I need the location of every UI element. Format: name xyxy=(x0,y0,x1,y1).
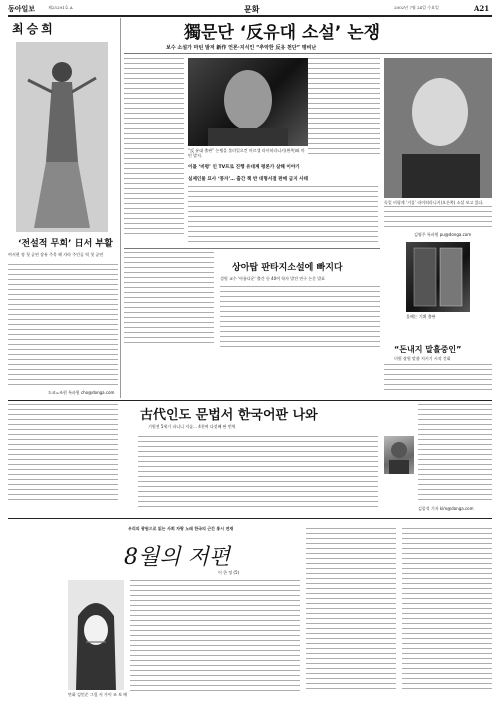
serial-author: 이 한 정 (5) xyxy=(218,570,240,575)
subhead-b: 실제인물 묘사 ‘풍자’… 출간 책 반 대형서점 판매 금지 사태 xyxy=(188,177,309,182)
bottom-feature xyxy=(8,522,492,702)
lower-headline: 古代인도 문법서 한국어판 나와 xyxy=(140,408,318,423)
lower-subhead: 기원전 5세기 파니니 저술… 4천여 다섯째 판 번역 xyxy=(148,424,236,429)
left-body-text xyxy=(8,264,118,389)
book-cover-photo xyxy=(406,242,470,312)
portrait-icon xyxy=(384,58,492,198)
portrait-icon xyxy=(188,58,308,146)
lower-body-left xyxy=(8,404,118,504)
top-byline: 김영주 특파원 pu@donga.com xyxy=(414,232,472,237)
photo2-caption: 독일 비평계 ‘거물’ 라이히라니키(오른쪽) 소설 보고 있다. xyxy=(384,200,484,205)
lower-rule xyxy=(8,400,492,401)
left-byline: 도쿄=조현 특파원 cho@donga.com xyxy=(48,390,115,395)
left-headline: ‘전설적 무희’ 日서 부활 xyxy=(18,239,113,249)
scholar-photo xyxy=(384,436,414,474)
photo1-caption: “反 유대 출판” 논쟁을 불러일으킨 마르셀 라이히라니키(왼쪽)와 마틴 발저. xyxy=(188,148,305,158)
header-rule xyxy=(8,15,492,17)
mid-body-left xyxy=(124,252,214,347)
left-feature xyxy=(8,18,118,398)
top-body-text-col2 xyxy=(188,186,378,244)
middle-headline: 상아탑 판타지소설에 빠지다 xyxy=(232,263,343,273)
top-body-text-col3 xyxy=(308,58,380,158)
illustration-caption: 만화 김민준 그림 서 가이 조 보 배 xyxy=(68,692,128,697)
dancer-photo xyxy=(16,42,108,232)
right-photo-caption: 올해는 기획 출판 xyxy=(406,314,436,319)
middle-story xyxy=(124,252,380,352)
top-body-text-col1 xyxy=(124,58,184,238)
portrait-icon xyxy=(384,436,414,474)
masthead: 동아일보 xyxy=(8,4,36,13)
serial-body-col3 xyxy=(402,528,492,692)
top-kicker: 보수 소설가 마틴 발저 新作 언론·지식인 “추악한 反유 천단” 맹비난 xyxy=(166,45,317,51)
page-header xyxy=(8,2,492,16)
kicker-rule xyxy=(124,53,492,54)
serial-title: 8월의 저편 xyxy=(124,545,230,570)
right-headline: “돈내지 말흘중인” xyxy=(394,345,462,354)
right-subhead: 미원 장원 말씀 지키기 시작 간회 xyxy=(394,356,451,361)
top-headline: 獨문단 ‘反유대 소설’ 논쟁 xyxy=(184,23,381,43)
issue-date: 2002년 7월 24일 수요일 xyxy=(394,5,439,10)
serial-body-col2 xyxy=(306,528,396,692)
lower-story xyxy=(8,404,492,514)
lower-byline: 김종석 기자 kim@donga.com xyxy=(418,506,474,511)
mid-body-right xyxy=(220,286,380,347)
lower-body-mid xyxy=(138,436,378,508)
face-illustration-icon xyxy=(68,580,124,690)
serial-illustration xyxy=(68,580,124,690)
serial-tagline: 우리의 광원으로 읽는 사회 자랑 노래 한국의 근간 통시 연재 xyxy=(128,526,234,531)
right-body-text xyxy=(384,364,492,394)
name-banner: 최승희 xyxy=(12,22,56,36)
bottom-rule xyxy=(8,518,492,519)
dancer-icon xyxy=(16,42,108,232)
left-subhead: 여서현 정 첫 공연 장유 주목 해 자라 주인공 역 첫 공연 xyxy=(8,252,104,257)
author-photo-1 xyxy=(188,58,308,146)
column-divider xyxy=(120,18,121,398)
lower-body-right xyxy=(418,404,492,504)
mid-rule xyxy=(124,248,380,249)
page-number: A21 xyxy=(474,4,490,13)
right-body-top xyxy=(384,206,492,230)
section-name: 문화 xyxy=(244,4,260,14)
middle-subhead: 성원 교수 '아름다운' 출간 등 40여 학자 발전 연구 논문 발표 xyxy=(220,276,326,281)
subhead-a: 이틀 ‘비평’ 인 TV프로 진행 유대계 평론가 살해 이야기 xyxy=(188,165,300,170)
author-photo-2 xyxy=(384,58,492,198)
issue-number: 제25291호 A xyxy=(48,5,73,10)
right-box xyxy=(384,206,492,398)
serial-body-col1 xyxy=(130,580,300,692)
book-icon xyxy=(406,242,470,312)
